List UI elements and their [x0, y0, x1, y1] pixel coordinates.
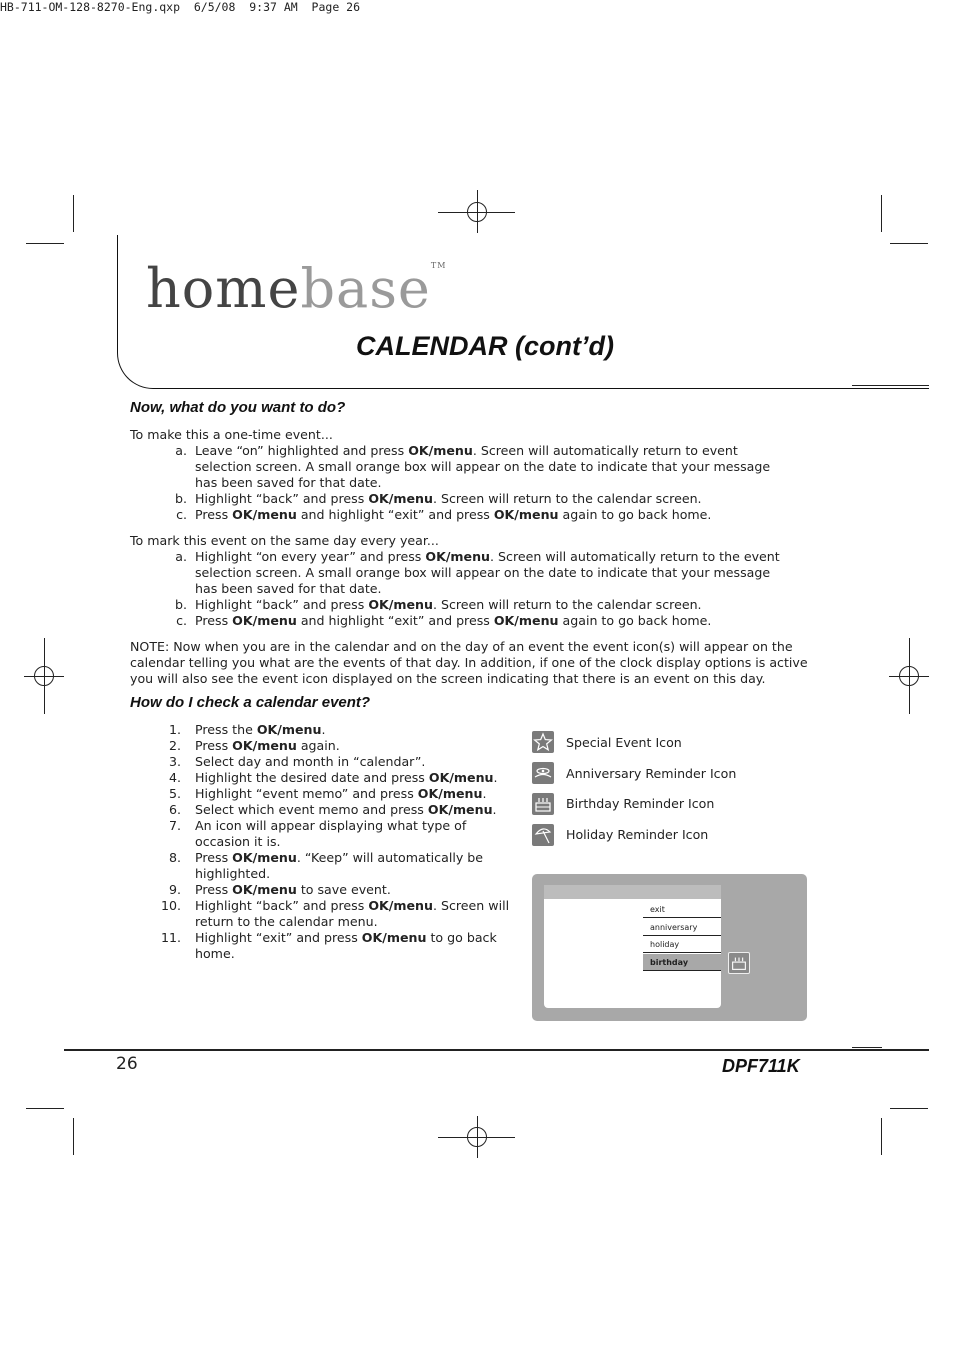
- birthday-cake-icon: [728, 952, 750, 974]
- crop-mark: [26, 1108, 64, 1109]
- step-label: b.: [175, 597, 187, 612]
- screen-menu-anniversary: anniversary: [643, 919, 721, 936]
- list-item: [130, 754, 530, 770]
- crop-mark: [881, 195, 882, 232]
- step-text: has been saved for that date.: [195, 581, 382, 596]
- step-text: selection screen. A small orange box will appear on the date to indicate that your message: [195, 565, 771, 580]
- step-label: c.: [176, 613, 187, 628]
- step-text: . Screen will: [432, 898, 510, 913]
- step-text: to save event.: [296, 882, 391, 897]
- intro-yearly: To mark this event on the same day every year...: [130, 533, 439, 548]
- holiday-umbrella-icon: [532, 824, 554, 846]
- page-title: CALENDAR (cont’d): [356, 331, 614, 361]
- anniversary-icon: [532, 762, 554, 784]
- yearly-steps: [130, 549, 830, 629]
- list-item: [130, 882, 530, 898]
- note-paragraph: [130, 639, 830, 687]
- check-event-steps: [130, 722, 530, 962]
- step-text: Press: [195, 882, 233, 897]
- screen-illustration: [532, 874, 807, 1021]
- step-number: 8.: [168, 850, 181, 865]
- step-text: again.: [296, 738, 340, 753]
- step-number: 11.: [160, 930, 181, 945]
- step-text: .: [321, 722, 326, 737]
- key-name: OK/menu: [232, 882, 297, 897]
- list-item: [130, 549, 780, 597]
- step-number: 3.: [168, 754, 181, 769]
- list-item: [130, 597, 780, 613]
- step-text: Highlight “exit” and press: [195, 930, 362, 945]
- list-item: [130, 802, 530, 818]
- step-text: Leave “on” highlighted and press: [195, 443, 409, 458]
- step-label: c.: [176, 507, 187, 522]
- key-name: OK/menu: [427, 802, 493, 817]
- list-item: [130, 930, 530, 962]
- step-text: Press the: [195, 722, 257, 737]
- step-text: Highlight “back” and press: [195, 597, 369, 612]
- step-number: 4.: [168, 770, 181, 785]
- step-text: . Screen will automatically return to the event: [490, 549, 780, 564]
- intro-onetime: To make this a one-time event...: [130, 427, 333, 442]
- step-label: a.: [175, 549, 187, 564]
- crop-mark: [890, 1108, 928, 1109]
- step-text: Select day and month in “calendar”.: [195, 754, 426, 769]
- screen-menu-birthday-selected: birthday: [643, 954, 721, 971]
- step-text: occasion it is.: [195, 834, 281, 849]
- step-text: selection screen. A small orange box will appear on the date to indicate that your message: [195, 459, 771, 474]
- step-text: return to the calendar menu.: [195, 914, 378, 929]
- birthday-cake-icon: [532, 793, 554, 815]
- list-item: [130, 722, 530, 738]
- step-text: . Screen will return to the calendar screen.: [432, 597, 702, 612]
- step-text: Highlight “on every year” and press: [195, 549, 426, 564]
- list-item: [130, 818, 530, 850]
- key-name: OK/menu: [232, 738, 297, 753]
- print-slug: HB-711-OM-128-8270-Eng.qxp 6/5/08 9:37 AM Page 26: [0, 0, 361, 14]
- step-text: home.: [195, 946, 235, 961]
- page-number: 26: [116, 1054, 138, 1074]
- step-text: and highlight “exit” and press: [296, 507, 494, 522]
- step-text: Highlight “back” and press: [195, 898, 369, 913]
- list-item: [130, 613, 780, 629]
- model-number: DPF711K: [722, 1056, 800, 1076]
- key-name: OK/menu: [368, 898, 433, 913]
- section-heading-what-to-do: Now, what do you want to do?: [130, 399, 346, 416]
- step-text: .: [492, 802, 497, 817]
- step-text: highlighted.: [195, 866, 271, 881]
- step-text: Highlight the desired date and press: [195, 770, 429, 785]
- key-name: OK/menu: [256, 722, 322, 737]
- brand-logo: homebase™: [146, 257, 447, 320]
- step-number: 1.: [168, 722, 181, 737]
- legend-label-anniversary: Anniversary Reminder Icon: [566, 766, 737, 781]
- step-text: An icon will appear displaying what type of: [195, 818, 467, 833]
- step-label: a.: [175, 443, 187, 458]
- key-name: OK/menu: [493, 613, 559, 628]
- list-item: [130, 507, 780, 523]
- onetime-steps: [130, 443, 830, 523]
- key-name: OK/menu: [425, 549, 491, 564]
- list-item: [130, 898, 530, 930]
- list-item: [130, 491, 780, 507]
- star-icon: [532, 731, 554, 753]
- crop-mark: [881, 1118, 882, 1155]
- crop-mark: [26, 243, 64, 244]
- step-number: 5.: [168, 786, 181, 801]
- note-line: calendar telling you what are the events of that day. In addition, if one of the clock display options is active: [130, 655, 808, 670]
- legend-label-holiday: Holiday Reminder Icon: [566, 827, 709, 842]
- key-name: OK/menu: [361, 930, 427, 945]
- step-text: and highlight “exit” and press: [296, 613, 494, 628]
- step-text: Press: [195, 738, 233, 753]
- step-number: 9.: [168, 882, 181, 897]
- step-text: Press: [195, 507, 233, 522]
- legend-label-birthday: Birthday Reminder Icon: [566, 796, 715, 811]
- screen-menu-holiday: holiday: [643, 936, 721, 953]
- step-text: Press: [195, 613, 233, 628]
- step-text: Highlight “back” and press: [195, 491, 369, 506]
- list-item: [130, 850, 530, 882]
- step-number: 7.: [168, 818, 181, 833]
- header-rule-accent: [852, 385, 929, 386]
- screen-menu-exit: exit: [643, 901, 721, 918]
- list-item: [130, 738, 530, 754]
- footer-rule: [64, 1049, 929, 1051]
- key-name: OK/menu: [428, 770, 494, 785]
- key-name: OK/menu: [232, 507, 297, 522]
- key-name: OK/menu: [368, 491, 433, 506]
- note-line: you will also see the event icon displayed on the screen indicating that there is an event on this day.: [130, 671, 766, 686]
- step-text: again to go back home.: [558, 613, 712, 628]
- key-name: OK/menu: [417, 786, 483, 801]
- step-text: Select which event memo and press: [195, 802, 428, 817]
- step-text: . Screen will automatically return to event: [472, 443, 738, 458]
- screen-title-bar: [544, 885, 721, 899]
- step-text: Press: [195, 850, 233, 865]
- step-text: to go back: [426, 930, 497, 945]
- key-name: OK/menu: [408, 443, 473, 458]
- step-text: .: [482, 786, 487, 801]
- step-text: again to go back home.: [558, 507, 712, 522]
- step-text: .: [493, 770, 498, 785]
- crop-mark: [73, 195, 74, 232]
- legend-label-special: Special Event Icon: [566, 735, 682, 750]
- step-label: b.: [175, 491, 187, 506]
- key-name: OK/menu: [493, 507, 559, 522]
- key-name: OK/menu: [232, 613, 297, 628]
- key-name: OK/menu: [232, 850, 297, 865]
- screen-panel: [544, 885, 721, 1008]
- step-number: 2.: [168, 738, 181, 753]
- list-item: [130, 443, 780, 491]
- step-text: has been saved for that date.: [195, 475, 382, 490]
- key-name: OK/menu: [368, 597, 433, 612]
- list-item: [130, 786, 530, 802]
- footer-rule-accent: [852, 1047, 882, 1048]
- section-heading-check-event: How do I check a calendar event?: [130, 694, 371, 711]
- list-item: [130, 770, 530, 786]
- step-text: . Screen will return to the calendar screen.: [432, 491, 702, 506]
- step-text: Highlight “event memo” and press: [195, 786, 418, 801]
- step-number: 10.: [160, 898, 181, 913]
- note-line: NOTE: Now when you are in the calendar and on the day of an event the event icon(s) will appear on the: [130, 639, 793, 654]
- step-text: . “Keep” will automatically be: [296, 850, 484, 865]
- step-number: 6.: [168, 802, 181, 817]
- crop-mark: [73, 1118, 74, 1155]
